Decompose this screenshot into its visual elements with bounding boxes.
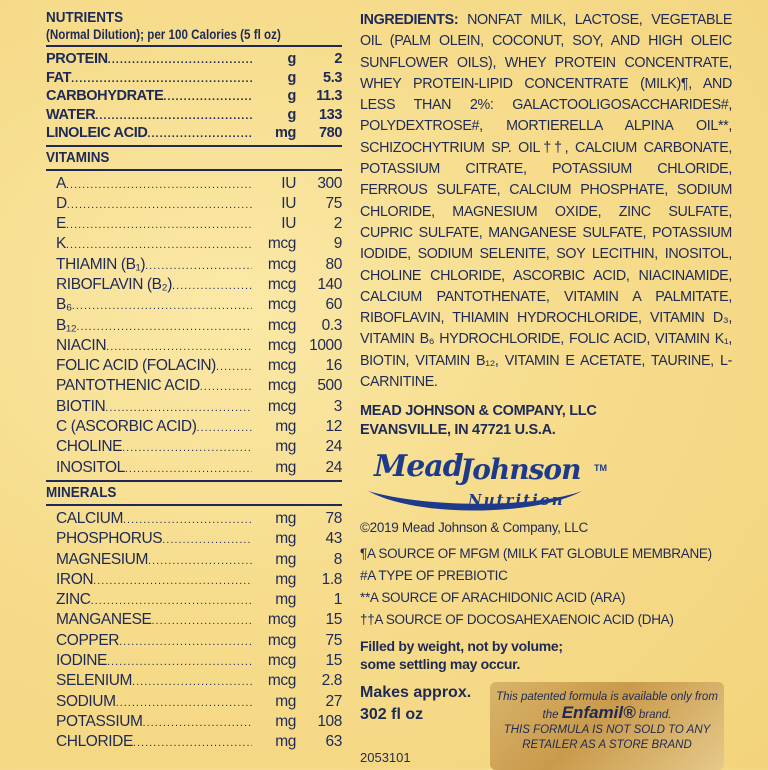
leader-dots: [108, 51, 252, 69]
leader-dots: [95, 107, 252, 125]
leader-dots: [123, 510, 252, 530]
nutrient-name: CHLORIDE: [56, 733, 133, 751]
nutrient-value: 9: [333, 235, 342, 253]
nutrient-name: D: [56, 194, 67, 212]
leader-dots: [72, 296, 252, 316]
minerals-title: MINERALS: [46, 484, 117, 501]
yield-line: Makes approx.: [360, 684, 472, 701]
nutrient-unit: IU: [281, 174, 296, 192]
nutrient-unit: mg: [275, 530, 296, 548]
logo-word-mead: Mead: [374, 449, 463, 485]
nutrient-unit: mg: [275, 458, 296, 476]
nutrition-panel: [46, 10, 342, 753]
leader-dots: [172, 276, 252, 296]
nutrient-row: [46, 651, 342, 671]
company-name: MEAD JOHNSON & COMPANY, LLC: [360, 403, 597, 420]
nutrient-name: INOSITOL: [56, 458, 125, 476]
nutrient-name: THIAMIN (B₁): [56, 255, 146, 273]
nutrient-row: [46, 69, 342, 88]
leader-dots: [76, 317, 252, 337]
leader-dots: [163, 88, 252, 106]
nutrient-row: [46, 275, 342, 295]
leader-dots: [143, 713, 252, 733]
leader-dots: [125, 459, 252, 479]
leader-dots: [147, 125, 252, 143]
nutrient-unit: mg: [275, 509, 296, 527]
nutrient-name: MAGNESIUM: [56, 550, 148, 568]
nutrient-name: E: [56, 215, 66, 233]
footnote: **A SOURCE OF ARACHIDONIC ACID (ARA): [360, 590, 626, 606]
leader-dots: [67, 195, 252, 215]
nutrient-name: FAT: [46, 69, 72, 86]
nutrient-unit: mcg: [267, 672, 296, 690]
divider: [46, 145, 342, 147]
nutrient-name: A: [56, 174, 66, 192]
nutrient-row: [46, 174, 342, 194]
nutrient-unit: mcg: [267, 336, 296, 354]
badge-line: RETAILER AS A STORE BRAND: [522, 739, 692, 751]
yield-statement: [360, 682, 471, 726]
nutrient-value: 1: [333, 591, 342, 609]
nutrient-row: [46, 376, 342, 396]
nutrient-unit: mcg: [267, 611, 296, 629]
nutrient-name: LINOLEIC ACID: [46, 125, 148, 141]
nutrient-name: PANTOTHENIC ACID: [56, 377, 200, 395]
nutrient-row: [46, 529, 342, 549]
nutrient-row: [46, 214, 342, 234]
nutrient-value: 80: [325, 255, 342, 273]
nutrient-row: [46, 124, 342, 143]
nutrient-name: SELENIUM: [56, 672, 133, 690]
nutrient-name: C (ASCORBIC ACID): [56, 418, 197, 436]
mineral-list: [46, 509, 342, 753]
leader-dots: [151, 611, 252, 631]
copyright: ©2019 Mead Johnson & Company, LLC: [360, 520, 588, 536]
enfamil-badge: [490, 682, 724, 770]
nutrient-row: [46, 550, 342, 570]
nutrient-row: [46, 732, 342, 752]
mead-johnson-logo: [360, 449, 732, 519]
nutrient-name: FOLIC ACID (FOLACIN): [56, 357, 216, 375]
nutrient-unit: mg: [275, 733, 296, 751]
nutrient-value: 300: [317, 174, 342, 192]
leader-dots: [132, 672, 252, 692]
leader-dots: [91, 591, 252, 611]
leader-dots: [105, 398, 252, 418]
nutrient-unit: mg: [275, 712, 296, 730]
leader-dots: [119, 632, 252, 652]
nutrient-row: [46, 397, 342, 417]
nutrient-value: 16: [325, 357, 342, 375]
nutrient-value: 12: [325, 418, 342, 436]
nutrient-value: 15: [325, 652, 342, 670]
leader-dots: [66, 235, 252, 255]
nutrient-name: ZINC: [56, 591, 91, 609]
enfamil-brand: Enfamil®: [561, 703, 636, 722]
nutrient-value: 500: [317, 377, 342, 395]
company-block: [360, 402, 732, 440]
nutrient-name: WATER: [46, 106, 96, 123]
leader-dots: [216, 357, 252, 377]
badge-text: the: [542, 709, 559, 721]
nutrient-name: PROTEIN: [46, 51, 108, 67]
nutrient-unit: mcg: [267, 357, 296, 375]
nutrient-unit: mcg: [267, 275, 296, 293]
leader-dots: [106, 337, 252, 357]
nutrient-name: B₆: [56, 296, 72, 314]
nutrient-value: 2.8: [321, 672, 342, 690]
nutrient-unit: mg: [275, 438, 296, 456]
badge-text: brand.: [638, 709, 672, 721]
nutrient-row: [46, 570, 342, 590]
nutrient-unit: mg: [275, 550, 296, 568]
nutrient-name: NIACIN: [56, 336, 107, 354]
divider: [46, 45, 342, 47]
nutrient-row: [46, 194, 342, 214]
nutrient-value: 140: [317, 275, 342, 293]
nutrient-row: [46, 87, 342, 106]
nutrient-unit: IU: [281, 194, 296, 212]
fill-notice-line: some settling may occur.: [360, 656, 521, 673]
nutrient-value: 0.3: [321, 316, 342, 334]
nutrient-value: 8: [333, 550, 342, 568]
nutrient-row: [46, 712, 342, 732]
divider: [46, 169, 342, 171]
footnotes: [360, 543, 732, 631]
fill-notice: [360, 637, 732, 673]
nutrient-row: [46, 631, 342, 651]
badge-line: THIS FORMULA IS NOT SOLD TO ANY: [503, 724, 711, 736]
nutrient-value: 5.3: [323, 69, 342, 86]
divider: [46, 480, 342, 482]
leader-dots: [196, 418, 252, 438]
nutrient-value: 24: [325, 458, 342, 476]
ingredients-paragraph: [360, 10, 732, 393]
leader-dots: [145, 256, 252, 276]
footnote: ¶A SOURCE OF MFGM (MILK FAT GLOBULE MEMBRANE): [360, 546, 712, 562]
nutrient-row: [46, 610, 342, 630]
nutrient-row: [46, 417, 342, 437]
leader-dots: [162, 530, 252, 550]
divider: [46, 504, 342, 506]
nutrient-unit: mcg: [267, 235, 296, 253]
nutrient-value: 11.3: [316, 88, 342, 104]
nutrient-name: K: [56, 235, 66, 253]
nutrient-row: [46, 509, 342, 529]
leader-dots: [107, 652, 252, 672]
leader-dots: [93, 571, 252, 591]
nutrient-name: PHOSPHORUS: [56, 530, 163, 548]
nutrient-row: [46, 234, 342, 254]
fill-notice-line: Filled by weight, not by volume;: [360, 638, 563, 655]
nutrient-unit: mcg: [267, 255, 296, 273]
leader-dots: [122, 438, 252, 458]
nutrient-name: IODINE: [56, 652, 107, 670]
nutrient-row: [46, 295, 342, 315]
nutrient-unit: mcg: [267, 652, 296, 670]
leader-dots: [133, 733, 252, 753]
nutrient-value: 3: [333, 397, 342, 415]
nutrient-row: [46, 590, 342, 610]
nutrient-value: 15: [325, 611, 342, 629]
nutrient-name: MANGANESE: [56, 611, 152, 629]
nutrients-title: NUTRIENTS: [46, 10, 124, 26]
nutrient-row: [46, 106, 342, 125]
nutrient-value: 2: [334, 51, 342, 67]
nutrient-row: [46, 50, 342, 69]
logo-nutrition: Nutrition: [468, 491, 565, 510]
nutrient-row: [46, 437, 342, 457]
nutrient-value: 63: [325, 733, 342, 751]
nutrient-unit: IU: [281, 215, 296, 233]
nutrient-unit: mg: [275, 570, 296, 588]
nutrient-value: 1.8: [321, 570, 342, 588]
nutrient-unit: g: [287, 106, 296, 123]
nutrient-name: BIOTIN: [56, 397, 106, 415]
nutrient-row: [46, 692, 342, 712]
nutrient-row: [46, 458, 342, 478]
ingredients-text: NONFAT MILK, LACTOSE, VEGETABLE OIL (PALM OLEIN, COCONUT, SOY, AND HIGH OLEIC SUNFLOWER OILS), WHEY PROTEIN CONCENTRATE, WHEY PROTEIN-LIPID CONCENTRATE (MILK)¶, AND LESS THAN 2%: GALACTOOLIGOSACCHARIDES#, POLYDEXTROSE#, MORTIERELLA ALPINA OIL**, SCHIZOCHYTRIUM SP. OIL††, CALCIUM CARBONATE, POTASSIUM CITRATE, POTASSIUM CHLORIDE, FERROUS SULFATE, CALCIUM PHOSPHATE, SODIUM CHLORIDE, MAGNESIUM OXIDE, ZINC SULFATE, CUPRIC SULFATE, MANGANESE SULFATE, POTASSIUM IODIDE, SODIUM SELENITE, SOY LECITHIN, INOSITOL, CHOLINE CHLORIDE, ASCORBIC ACID, NIACINAMIDE, CALCIUM PANTOTHENATE, VITAMIN A PALMITATE, RIBOFLAVIN, THIAMIN HYDROCHLORIDE, VITAMIN D₃, VITAMIN B₆ HYDROCHLORIDE, FOLIC ACID, VITAMIN K₁, BIOTIN, VITAMIN B₁₂, VITAMIN E ACETATE, TAURINE, L-CARNITINE.: [360, 12, 733, 391]
leader-dots: [148, 551, 252, 571]
nutrient-row: [46, 255, 342, 275]
nutrient-unit: mcg: [267, 377, 296, 395]
product-code: 2053101: [360, 750, 411, 765]
nutrient-unit: g: [287, 88, 296, 104]
nutrient-unit: mg: [275, 125, 296, 141]
nutrient-name: CALCIUM: [56, 509, 123, 527]
nutrient-unit: mcg: [267, 631, 296, 649]
nutrient-value: 133: [319, 106, 342, 123]
nutrient-row: [46, 671, 342, 691]
vitamin-list: [46, 174, 342, 478]
nutrient-name: COPPER: [56, 631, 120, 649]
nutrient-row: [46, 336, 342, 356]
nutrient-value: 108: [317, 712, 342, 730]
leader-dots: [200, 377, 252, 397]
yield-amount: 302 fl oz: [360, 706, 424, 723]
nutrient-value: 780: [319, 125, 342, 141]
nutrient-name: IRON: [56, 570, 94, 588]
nutrient-name: B₁₂: [56, 316, 77, 334]
nutrient-name: POTASSIUM: [56, 712, 143, 730]
ingredients-panel: [360, 10, 733, 765]
nutrient-unit: g: [287, 69, 296, 86]
nutrients-subtitle: (Normal Dilution); per 100 Calories (5 fl oz): [46, 27, 281, 42]
nutrient-unit: mcg: [267, 316, 296, 334]
nutrient-unit: mcg: [267, 397, 296, 415]
leader-dots: [71, 70, 252, 88]
logo-trademark: TM: [594, 463, 607, 474]
nutrient-name: SODIUM: [56, 692, 116, 710]
nutrient-unit: mg: [275, 418, 296, 436]
nutrient-name: RIBOFLAVIN (B₂): [56, 275, 172, 293]
nutrient-unit: mcg: [267, 296, 296, 314]
nutrient-value: 60: [325, 296, 342, 314]
main-nutrient-list: [46, 50, 342, 143]
nutrient-unit: mg: [275, 692, 296, 710]
logo-word-johnson: Johnson: [460, 453, 581, 487]
nutrient-row: [46, 356, 342, 376]
nutrient-unit: mg: [275, 591, 296, 609]
nutrient-value: 78: [325, 509, 342, 527]
vitamins-title: VITAMINS: [46, 149, 110, 166]
nutrient-name: CHOLINE: [56, 438, 123, 456]
nutrient-value: 24: [325, 438, 342, 456]
leader-dots: [66, 175, 252, 195]
nutrient-value: 27: [325, 692, 342, 710]
ingredients-label: INGREDIENTS:: [360, 12, 459, 28]
nutrient-value: 2: [333, 215, 342, 233]
badge-brand-line: [490, 705, 724, 723]
footnote: ††A SOURCE OF DOCOSAHEXAENOIC ACID (DHA): [360, 612, 674, 628]
nutrient-value: 75: [325, 194, 342, 212]
nutrient-unit: g: [287, 51, 296, 67]
company-address: EVANSVILLE, IN 47721 U.S.A.: [360, 422, 556, 439]
leader-dots: [116, 693, 252, 713]
nutrient-value: 43: [325, 530, 342, 548]
leader-dots: [66, 215, 252, 235]
nutrient-value: 75: [325, 631, 342, 649]
nutrient-value: 1000: [309, 336, 342, 354]
footnote: #A TYPE OF PREBIOTIC: [360, 568, 508, 584]
nutrient-name: CARBOHYDRATE: [46, 88, 164, 104]
nutrient-row: [46, 316, 342, 336]
badge-line: This patented formula is available only from: [496, 691, 718, 703]
